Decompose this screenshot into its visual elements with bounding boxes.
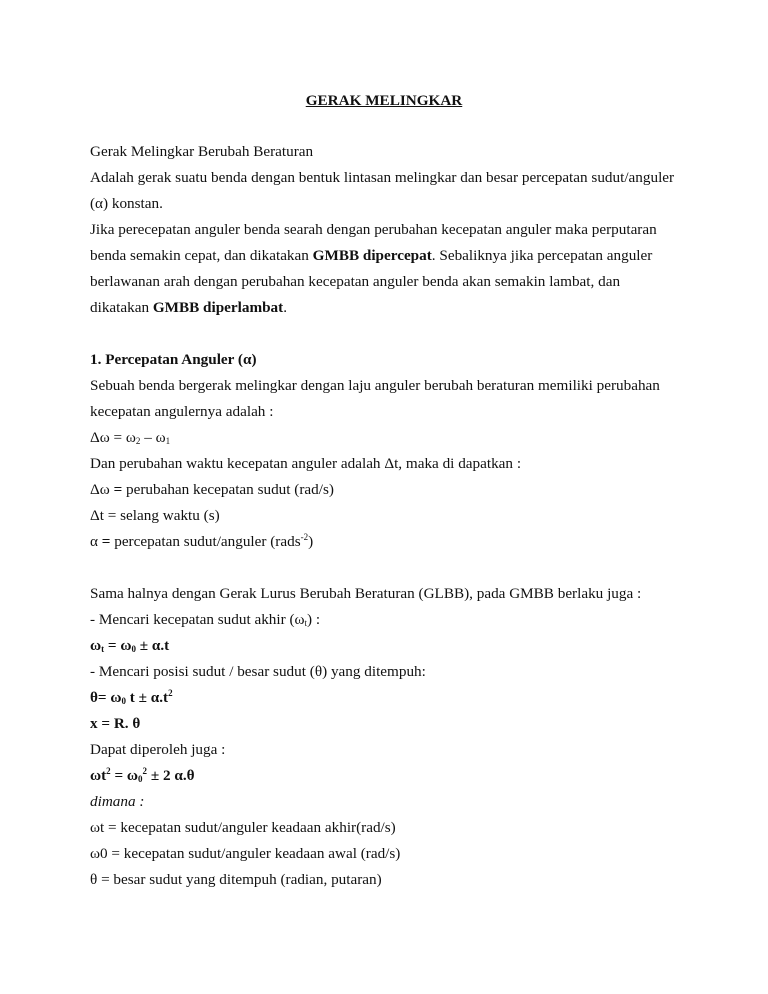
text-span: Δω [90, 481, 114, 498]
text-span: ) [308, 533, 314, 550]
intro-paragraph-line-1: Jika perecepatan anguler benda searah dengan perubahan kecepatan anguler maka perputaran [90, 221, 657, 238]
text-span: . [283, 299, 288, 316]
equals-sign: = [113, 481, 123, 498]
page-title: GERAK MELINGKAR [305, 92, 463, 109]
where-omega-t: ωt = kecepatan sudut/anguler keadaan akhir(rad/s) [90, 819, 396, 836]
subscript: 2 [135, 436, 141, 446]
text-span: perubahan kecepatan sudut (rad/s) [122, 481, 334, 498]
item-angular-position: - Mencari posisi sudut / besar sudut (θ) yang ditempuh: [90, 663, 426, 680]
subscript: 0 [138, 774, 143, 784]
intro-paragraph-line-3: berlawanan arah dengan perubahan kecepatan anguler benda akan semakin lambat, dan [90, 273, 621, 290]
definition-alpha [90, 533, 690, 551]
text-span: Δω = ω [90, 429, 136, 446]
intro-definition-line-1: Adalah gerak suatu benda dengan bentuk lintasan melingkar dan besar percepatan sudut/anguler [90, 169, 675, 186]
formula-angular-position [90, 689, 690, 707]
text-span: ωt [90, 767, 107, 784]
superscript: -2 [300, 532, 309, 542]
subscript: t [304, 618, 308, 628]
text-span: - Mencari kecepatan sudut akhir (ω [90, 611, 305, 628]
text-span: ) : [307, 611, 321, 628]
section-1-line-2: kecepatan angulernya adalah : [90, 403, 274, 420]
section-1-heading: 1. Percepatan Anguler (α) [90, 351, 257, 368]
definition-delta-omega [90, 481, 690, 499]
text-span: ± α.t [135, 637, 170, 654]
section-1-line-1: Sebuah benda bergerak melingkar dengan laju anguler berubah beraturan memiliki perubahan [90, 377, 660, 394]
subscript: 0 [131, 644, 136, 654]
subscript: 1 [165, 436, 171, 446]
intro-paragraph-line-2 [90, 247, 690, 265]
formula-arc-length: x = R. θ [90, 715, 141, 732]
section-2-line-2: Dapat diperoleh juga : [90, 741, 226, 758]
intro-paragraph-line-4 [90, 299, 690, 317]
delta-omega-equation [90, 429, 690, 447]
superscript: 2 [168, 688, 173, 698]
where-theta: θ = besar sudut yang ditempuh (radian, putaran) [90, 871, 382, 888]
formula-final-angular-velocity [90, 637, 690, 655]
text-span: = ω [104, 637, 132, 654]
superscript: 2 [142, 766, 148, 776]
text-span: dikatakan [90, 299, 153, 316]
dimana-label: dimana : [90, 793, 145, 810]
equals-sign: = [101, 533, 111, 550]
gmbb-dipercepat-term: GMBB dipercepat [312, 247, 432, 264]
section-2-line-1: Sama halnya dengan Gerak Lurus Berubah Beraturan (GLBB), pada GMBB berlaku juga : [90, 585, 642, 602]
text-span: – ω [140, 429, 166, 446]
text-span: t ± α.t [125, 689, 169, 706]
text-span: θ= ω [90, 689, 122, 706]
definition-delta-t: Δt = selang waktu (s) [90, 507, 220, 524]
text-span: ± 2 α.θ [147, 767, 195, 784]
item-final-angular-velocity [90, 611, 690, 629]
text-span: benda semakin cepat, dan dikatakan [90, 247, 313, 264]
superscript: 2 [106, 766, 111, 776]
gmbb-diperlambat-term: GMBB diperlambat [152, 299, 284, 316]
text-span: = ω [110, 767, 139, 784]
text-span: α [90, 533, 102, 550]
subscript: 0 [121, 696, 126, 706]
intro-subtitle: Gerak Melingkar Berubah Beraturan [90, 143, 314, 160]
subscript: t [101, 644, 105, 654]
where-omega-0: ω0 = kecepatan sudut/anguler keadaan awal (rad/s) [90, 845, 401, 862]
formula-timeless [90, 767, 690, 785]
text-span: ω [90, 637, 102, 654]
section-1-line-3: Dan perubahan waktu kecepatan anguler adalah Δt, maka di dapatkan : [90, 455, 522, 472]
text-span: percepatan sudut/anguler (rads [110, 533, 301, 550]
intro-definition-line-2: (α) konstan. [90, 195, 163, 212]
text-span: . Sebaliknya jika percepatan anguler [431, 247, 653, 264]
